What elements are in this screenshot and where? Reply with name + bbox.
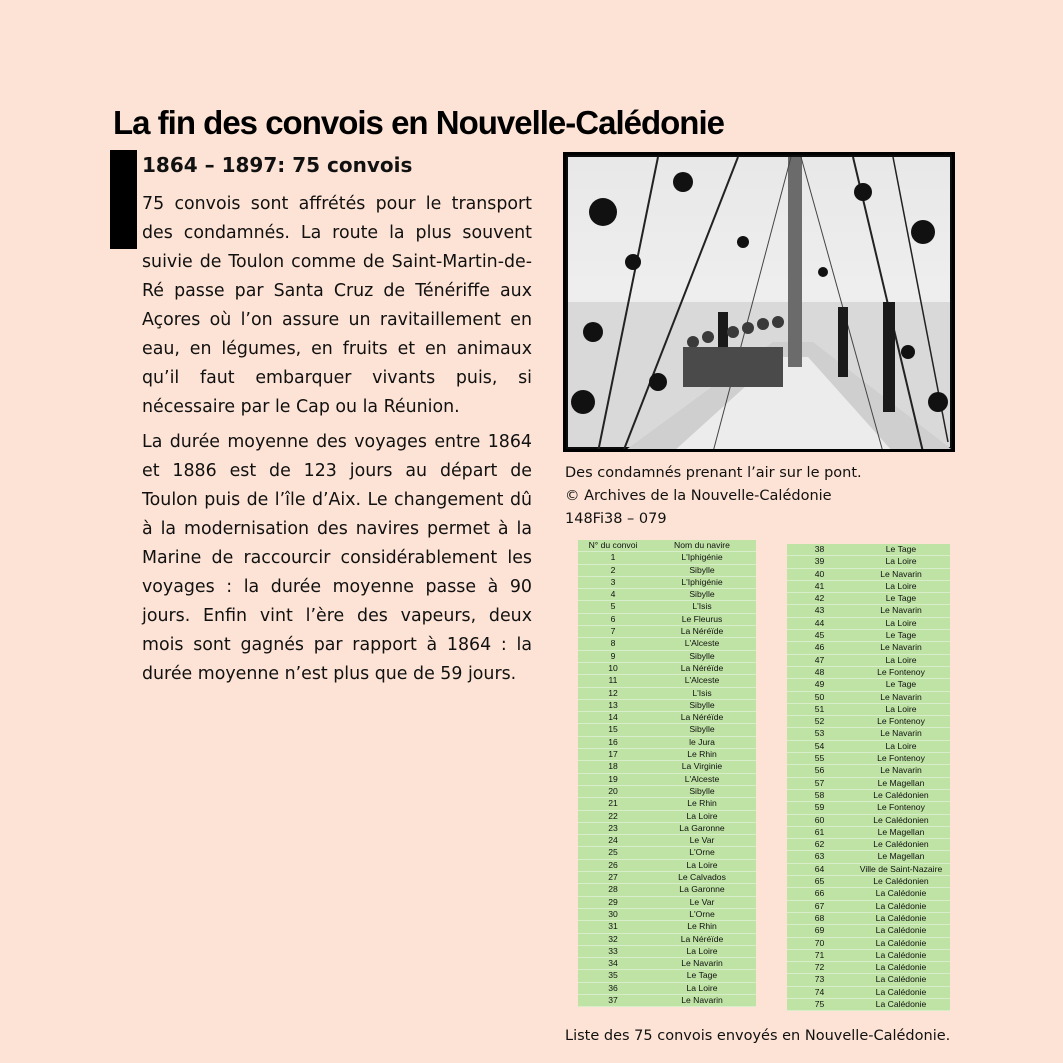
convoy-number-cell: 53 — [787, 728, 852, 740]
table-row — [787, 826, 950, 838]
accent-bar — [110, 150, 137, 249]
ship-name-cell: La Loire — [648, 982, 756, 994]
table-row — [787, 580, 950, 592]
table-row — [578, 785, 756, 797]
table-row — [578, 958, 756, 970]
table-row — [578, 564, 756, 576]
ship-name-cell: Le Calédonien — [852, 876, 950, 888]
table-row — [578, 613, 756, 625]
ship-name-cell: La Néréïde — [648, 712, 756, 724]
table-row — [787, 556, 950, 568]
convoy-number-cell: 60 — [787, 814, 852, 826]
convoy-number-cell: 23 — [578, 822, 648, 834]
ship-name-cell: La Calédonie — [852, 900, 950, 912]
table-row — [787, 888, 950, 900]
ship-name-cell: Le Navarin — [648, 994, 756, 1006]
convoy-number-cell: 72 — [787, 962, 852, 974]
ship-name-cell: La Loire — [648, 810, 756, 822]
table-row — [787, 679, 950, 691]
table-row — [578, 761, 756, 773]
convoy-number-cell: 30 — [578, 908, 648, 920]
convoy-table-left — [578, 540, 756, 1007]
table-row — [787, 789, 950, 801]
ship-name-cell: Le Fleurus — [648, 613, 756, 625]
table-row — [787, 765, 950, 777]
convoy-number-cell: 40 — [787, 568, 852, 580]
table-row — [787, 986, 950, 998]
ship-name-cell: Le Tage — [852, 544, 950, 556]
ship-name-cell: Le Fontenoy — [852, 666, 950, 678]
ship-name-cell: Le Navarin — [852, 728, 950, 740]
table-row — [578, 576, 756, 588]
convoy-number-cell: 13 — [578, 699, 648, 711]
convoy-number-cell: 61 — [787, 826, 852, 838]
table-row — [787, 544, 950, 556]
table-row — [578, 589, 756, 601]
ship-name-cell: Le Tage — [648, 970, 756, 982]
ship-name-cell: La Calédonie — [852, 937, 950, 949]
table-row — [578, 908, 756, 920]
ship-name-cell: Ville de Saint-Nazaire — [852, 863, 950, 875]
paragraph-2: La durée moyenne des voyages entre 1864 et 1886 est de 123 jours au départ de Toulon puis de l’île d’Aix. Le changement dû à la modernisation des navires permet à la Marine de raccourcir considérablement les voyages : la durée moyenne passe à 90 jours. Enfin vint l’ère des vapeurs, deux mois sont gagnés par rapport à 1864 : la durée moyenne n’est plus que de 59 jours. — [142, 432, 532, 684]
convoy-number-cell: 57 — [787, 777, 852, 789]
ship-name-cell: Le Calédonien — [852, 839, 950, 851]
table-row — [787, 691, 950, 703]
table-row — [787, 925, 950, 937]
header-convoy-number: N° du convoi — [578, 540, 648, 552]
convoy-number-cell: 39 — [787, 556, 852, 568]
convoy-number-cell: 5 — [578, 601, 648, 613]
table-row — [787, 814, 950, 826]
table-row — [578, 835, 756, 847]
convoy-number-cell: 29 — [578, 896, 648, 908]
ship-name-cell: Le Navarin — [852, 765, 950, 777]
ship-name-cell: La Néréïde — [648, 626, 756, 638]
table-row — [787, 937, 950, 949]
convoy-number-cell: 27 — [578, 872, 648, 884]
table-row — [578, 847, 756, 859]
convoy-number-cell: 2 — [578, 564, 648, 576]
table-row — [787, 998, 950, 1010]
table-row — [578, 601, 756, 613]
convoy-number-cell: 33 — [578, 945, 648, 957]
convoy-number-cell: 38 — [787, 544, 852, 556]
table-row — [578, 933, 756, 945]
ship-name-cell: La Loire — [852, 580, 950, 592]
convoy-number-cell: 73 — [787, 974, 852, 986]
convoy-number-cell: 75 — [787, 998, 852, 1010]
convoy-number-cell: 48 — [787, 666, 852, 678]
table-row — [787, 876, 950, 888]
ship-name-cell: L'Alceste — [648, 675, 756, 687]
ship-name-cell: Le Tage — [852, 630, 950, 642]
ship-name-cell: Le Navarin — [852, 568, 950, 580]
paragraph-1: 75 convois sont affrétés pour le transport des condamnés. La route la plus souvent suivie de Toulon comme de Saint-Martin-de-Ré passe par Santa Cruz de Ténériffe aux Açores où l’on assure un ravitaillement en eau, en légumes, en fruits et en animaux qu’il faut embarquer vivants puis, si nécessaire par le Cap ou la Réunion. — [142, 194, 532, 417]
ship-name-cell: Le Fontenoy — [852, 753, 950, 765]
ship-name-cell: Le Magellan — [852, 851, 950, 863]
ship-name-cell: La Calédonie — [852, 912, 950, 924]
convoy-number-cell: 25 — [578, 847, 648, 859]
table-row — [787, 593, 950, 605]
convict-ship-photo — [563, 152, 955, 452]
table-row — [787, 630, 950, 642]
convoy-number-cell: 49 — [787, 679, 852, 691]
convoy-number-cell: 45 — [787, 630, 852, 642]
ship-name-cell: Le Fontenoy — [852, 802, 950, 814]
convoy-number-cell: 56 — [787, 765, 852, 777]
ship-name-cell: La Calédonie — [852, 986, 950, 998]
table-row — [578, 859, 756, 871]
table-row — [787, 703, 950, 715]
table-row — [787, 777, 950, 789]
table-row — [787, 740, 950, 752]
convoy-number-cell: 47 — [787, 654, 852, 666]
convoy-number-cell: 8 — [578, 638, 648, 650]
ship-name-cell: L'Iphigénie — [648, 552, 756, 564]
ship-name-cell: La Loire — [648, 945, 756, 957]
table-row — [787, 974, 950, 986]
photo-caption-line: Des condamnés prenant l’air sur le pont. — [565, 465, 862, 481]
convoy-number-cell: 14 — [578, 712, 648, 724]
convoy-number-cell: 41 — [787, 580, 852, 592]
convoy-number-cell: 4 — [578, 589, 648, 601]
page-title: La fin des convois en Nouvelle-Calédonie — [113, 104, 724, 141]
convoy-number-cell: 26 — [578, 859, 648, 871]
table-row — [578, 687, 756, 699]
convoy-number-cell: 19 — [578, 773, 648, 785]
convoy-number-cell: 22 — [578, 810, 648, 822]
table-row — [578, 810, 756, 822]
table-row — [578, 970, 756, 982]
table-row — [787, 962, 950, 974]
convoy-number-cell: 17 — [578, 749, 648, 761]
ship-name-cell: L'Isis — [648, 687, 756, 699]
convoy-number-cell: 9 — [578, 650, 648, 662]
ship-name-cell: Le Var — [648, 835, 756, 847]
table-row — [578, 945, 756, 957]
ship-name-cell: Le Rhin — [648, 921, 756, 933]
section-subtitle: 1864 – 1897: 75 convois — [142, 153, 413, 177]
ship-name-cell: Le Tage — [852, 593, 950, 605]
table-row — [787, 666, 950, 678]
ship-name-cell: Le Tage — [852, 679, 950, 691]
list-caption: Liste des 75 convois envoyés en Nouvelle-Calédonie. — [565, 1028, 951, 1044]
table-row — [578, 921, 756, 933]
convoy-number-cell: 42 — [787, 593, 852, 605]
convoy-number-cell: 68 — [787, 912, 852, 924]
table-row — [578, 773, 756, 785]
convoy-number-cell: 65 — [787, 876, 852, 888]
ship-name-cell: La Calédonie — [852, 962, 950, 974]
table-row — [578, 662, 756, 674]
convoy-number-cell: 36 — [578, 982, 648, 994]
convoy-number-cell: 3 — [578, 576, 648, 588]
ship-name-cell: L'Isis — [648, 601, 756, 613]
ship-name-cell: Sibylle — [648, 699, 756, 711]
table-row — [787, 654, 950, 666]
convoy-number-cell: 6 — [578, 613, 648, 625]
convoy-number-cell: 7 — [578, 626, 648, 638]
table-row — [578, 822, 756, 834]
ship-name-cell: La Calédonie — [852, 998, 950, 1010]
ship-deck-illustration — [563, 152, 955, 452]
convoy-table-right — [787, 544, 950, 1011]
convoy-number-cell: 21 — [578, 798, 648, 810]
ship-name-cell: La Virginie — [648, 761, 756, 773]
ship-name-cell: La Loire — [852, 654, 950, 666]
convoy-number-cell: 11 — [578, 675, 648, 687]
ship-name-cell: La Loire — [852, 740, 950, 752]
table-row — [787, 802, 950, 814]
ship-name-cell: Sibylle — [648, 650, 756, 662]
ship-name-cell: Le Navarin — [852, 642, 950, 654]
convoy-number-cell: 35 — [578, 970, 648, 982]
table-row — [787, 839, 950, 851]
convoy-number-cell: 64 — [787, 863, 852, 875]
convoy-number-cell: 67 — [787, 900, 852, 912]
table-row — [578, 982, 756, 994]
convoy-number-cell: 16 — [578, 736, 648, 748]
convoy-number-cell: 52 — [787, 716, 852, 728]
ship-name-cell: L'Orne — [648, 908, 756, 920]
ship-name-cell: La Loire — [852, 703, 950, 715]
convoy-number-cell: 69 — [787, 925, 852, 937]
table-row — [787, 753, 950, 765]
table-row — [578, 884, 756, 896]
ship-name-cell: L'Alceste — [648, 638, 756, 650]
ship-name-cell: Le Fontenoy — [852, 716, 950, 728]
table-row — [787, 912, 950, 924]
convoy-number-cell: 46 — [787, 642, 852, 654]
ship-name-cell: Le Calvados — [648, 872, 756, 884]
table-row — [578, 675, 756, 687]
convoy-number-cell: 37 — [578, 994, 648, 1006]
convoy-number-cell: 43 — [787, 605, 852, 617]
convoy-number-cell: 44 — [787, 617, 852, 629]
ship-name-cell: Le Magellan — [852, 826, 950, 838]
table-row — [787, 863, 950, 875]
convoy-number-cell: 74 — [787, 986, 852, 998]
ship-name-cell: Sibylle — [648, 785, 756, 797]
table-row — [787, 728, 950, 740]
convoy-number-cell: 71 — [787, 949, 852, 961]
table-row — [578, 712, 756, 724]
ship-name-cell: La Calédonie — [852, 925, 950, 937]
photo-reference-line: 148Fi38 – 079 — [565, 511, 667, 527]
convoy-number-cell: 50 — [787, 691, 852, 703]
ship-name-cell: La Calédonie — [852, 974, 950, 986]
ship-name-cell: le Jura — [648, 736, 756, 748]
ship-name-cell: Le Navarin — [648, 958, 756, 970]
table-row — [578, 798, 756, 810]
convoy-number-cell: 59 — [787, 802, 852, 814]
ship-name-cell: La Loire — [852, 617, 950, 629]
convoy-number-cell: 24 — [578, 835, 648, 847]
ship-name-cell: La Néréïde — [648, 933, 756, 945]
ship-name-cell: Le Navarin — [852, 691, 950, 703]
table-row — [787, 605, 950, 617]
table-header-row — [578, 540, 756, 552]
ship-name-cell: La Loire — [648, 859, 756, 871]
header-ship-name: Nom du navire — [648, 540, 756, 552]
convoy-number-cell: 12 — [578, 687, 648, 699]
table-row — [787, 851, 950, 863]
convoy-number-cell: 66 — [787, 888, 852, 900]
ship-name-cell: Le Navarin — [852, 605, 950, 617]
table-row — [578, 872, 756, 884]
table-row — [787, 617, 950, 629]
ship-name-cell: Le Calédonien — [852, 814, 950, 826]
ship-name-cell: Sibylle — [648, 564, 756, 576]
table-row — [787, 900, 950, 912]
convoy-number-cell: 55 — [787, 753, 852, 765]
convoy-number-cell: 31 — [578, 921, 648, 933]
convoy-number-cell: 58 — [787, 789, 852, 801]
ship-name-cell: Le Rhin — [648, 798, 756, 810]
convoy-number-cell: 70 — [787, 937, 852, 949]
table-row — [578, 699, 756, 711]
table-row — [787, 716, 950, 728]
body-text — [142, 190, 532, 695]
convoy-number-cell: 10 — [578, 662, 648, 674]
convoy-number-cell: 51 — [787, 703, 852, 715]
ship-name-cell: L'Iphigénie — [648, 576, 756, 588]
table-row — [578, 650, 756, 662]
table-row — [578, 896, 756, 908]
convoy-number-cell: 18 — [578, 761, 648, 773]
ship-name-cell: La Calédonie — [852, 888, 950, 900]
ship-name-cell: Le Var — [648, 896, 756, 908]
table-row — [578, 626, 756, 638]
convoy-number-cell: 15 — [578, 724, 648, 736]
convoy-number-cell: 28 — [578, 884, 648, 896]
ship-name-cell: Le Magellan — [852, 777, 950, 789]
ship-name-cell: La Loire — [852, 556, 950, 568]
ship-name-cell: Le Rhin — [648, 749, 756, 761]
table-row — [787, 949, 950, 961]
ship-name-cell: La Calédonie — [852, 949, 950, 961]
convoy-number-cell: 63 — [787, 851, 852, 863]
table-row — [787, 568, 950, 580]
ship-name-cell: Sibylle — [648, 724, 756, 736]
ship-name-cell: Le Calédonien — [852, 789, 950, 801]
photo-credit-line: © Archives de la Nouvelle-Calédonie — [565, 488, 832, 504]
convoy-number-cell: 34 — [578, 958, 648, 970]
table-row — [787, 642, 950, 654]
table-row — [578, 994, 756, 1006]
table-row — [578, 736, 756, 748]
table-row — [578, 749, 756, 761]
convoy-number-cell: 62 — [787, 839, 852, 851]
photo-caption — [565, 462, 862, 531]
table-row — [578, 638, 756, 650]
table-row — [578, 552, 756, 564]
table-row — [578, 724, 756, 736]
convoy-number-cell: 32 — [578, 933, 648, 945]
convoy-number-cell: 1 — [578, 552, 648, 564]
ship-name-cell: Sibylle — [648, 589, 756, 601]
convoy-number-cell: 20 — [578, 785, 648, 797]
ship-name-cell: La Garonne — [648, 884, 756, 896]
ship-name-cell: La Garonne — [648, 822, 756, 834]
ship-name-cell: L'Alceste — [648, 773, 756, 785]
ship-name-cell: La Néréïde — [648, 662, 756, 674]
ship-name-cell: L'Orne — [648, 847, 756, 859]
convoy-number-cell: 54 — [787, 740, 852, 752]
